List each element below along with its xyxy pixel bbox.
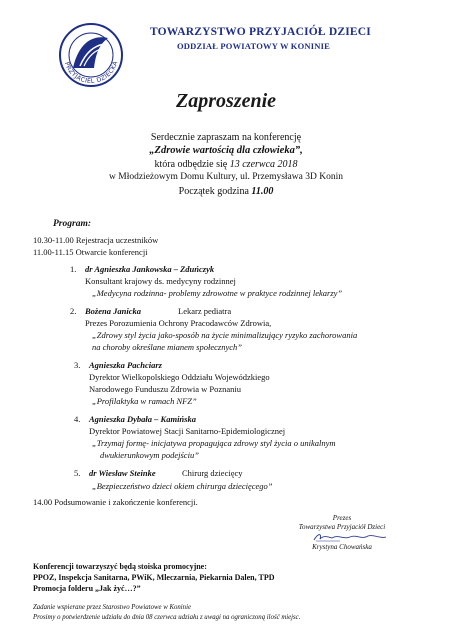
schedule-item: [33, 247, 148, 257]
closing-item: [33, 497, 198, 507]
schedule-time: 11.00-11.15: [33, 247, 74, 257]
speaker-1-role: Konsultant krajowy ds. medycyny rodzinnej: [85, 276, 236, 286]
schedule-text: Otwarcie konferencji: [75, 247, 148, 257]
speaker-4-topic-cont: dwukierunkowym podejściu”: [100, 450, 199, 460]
signature-title: Prezes: [332, 514, 352, 522]
speaker-2-role: Prezes Porozumienia Ochrony Pracodawców Zdrowia,: [85, 318, 272, 328]
stands-heading: Konferencji towarzyszyć będą stoiska promocyjne:: [33, 562, 207, 571]
speaker-3-role-cont: Narodowego Funduszu Zdrowia w Poznaniu: [89, 384, 242, 394]
speaker-4-role: Dyrektor Powiatowej Stacji Sanitarno-Epidemiologicznej: [89, 426, 286, 436]
speaker-2-topic: „Zdrowy styl życia jako-sposób na życie minimalizujący ryzyko zachorowania: [92, 330, 358, 340]
footer-support: Zadanie wspierane przez Starostwo Powiatowe w Koninie: [33, 604, 191, 611]
stands-list: PPOZ, Inspekcja Sanitarna, PWiK, Mleczarnia, Piekarnia Dalen, TPD: [33, 573, 275, 582]
speaker-3-role: Dyrektor Wielkopolskiego Oddziału Wojewódzkiego: [89, 372, 270, 382]
speaker-2-topic-cont: na choroby określane mianem społecznych”: [92, 342, 242, 352]
speaker-2-specialty: Lekarz pediatra: [178, 306, 232, 316]
program-heading: Program:: [53, 219, 91, 229]
start-time: 11.00: [251, 186, 274, 197]
speaker-1-number: 1.: [70, 264, 77, 274]
conference-date: 13 czerwca 2018: [229, 159, 298, 170]
speaker-5-name: dr Wiesław Steinke: [89, 468, 156, 478]
speaker-5-number: 5.: [74, 468, 81, 478]
handwritten-signature: [310, 530, 390, 542]
start-prefix: Początek godzina: [178, 186, 252, 197]
speaker-4-name: Agnieszka Dybała – Kamińska: [89, 414, 196, 424]
closing-time: 14.00: [33, 497, 53, 507]
page-title: Zaproszenie: [176, 90, 276, 112]
conference-title: „Zdrowie wartością dla człowieka”,: [149, 145, 303, 156]
logo-text: PRZYJACIEL DZIECKA: [62, 60, 120, 86]
speaker-5-topic: „Bezpieczeństwo dzieci okiem chirurga dziecięcego”: [92, 481, 273, 491]
schedule-item: [33, 235, 158, 245]
speaker-2-name: Bożena Janicka: [85, 306, 141, 316]
speaker-1-topic: „Medycyna rodzinna- problemy zdrowotne w praktyce rodzinnej lekarzy”: [92, 288, 343, 298]
speaker-4-number: 4.: [74, 414, 81, 424]
start-time-line: [0, 186, 452, 197]
footer-rsvp: Prosimy o potwierdzenie udziału do dnia 08 czerwca udziału z uwagi na ograniczoną ilość miejsc.: [33, 614, 301, 621]
speaker-2-number: 2.: [70, 306, 77, 316]
schedule-time: 10.30-11.00: [33, 235, 74, 245]
venue-line: w Młodzieżowym Domu Kultury, ul. Przemysława 3D Konin: [109, 172, 343, 182]
organization-branch: ODDZIAŁ POWIATOWY W KONINIE: [177, 41, 330, 51]
invitation-line-1: Serdecznie zapraszam na konferencję: [150, 132, 302, 143]
invitation-date-line: [0, 159, 452, 170]
speaker-3-number: 3.: [74, 360, 81, 370]
speaker-1-name: dr Agnieszka Jankowska – Zduńczyk: [85, 264, 215, 274]
speaker-3-topic: „Profilaktyka w ramach NFZ”: [92, 396, 197, 406]
speaker-4-topic: „Trzymaj formę- inicjatywa propagująca zdrowy styl życia o unikalnym: [92, 438, 336, 448]
speaker-3-name: Agnieszka Pachciarz: [89, 360, 162, 370]
tpd-logo: [56, 22, 126, 88]
date-prefix: która odbędzie się: [154, 159, 230, 170]
speaker-5-specialty: Chirurg dziecięcy: [182, 468, 243, 478]
signature-org: Towarzystwa Przyjaciół Dzieci: [298, 523, 386, 531]
organization-name: TOWARZYSTWO PRZYJACIÓŁ DZIECI: [150, 26, 371, 38]
signature-name: Krystyna Chowańska: [312, 543, 372, 551]
folder-promotion: Promocja folderu „Jak żyć…?”: [33, 584, 141, 593]
schedule-text: Rejestracja uczestników: [75, 235, 159, 245]
closing-text: Podsumowanie i zakończenie konferencji.: [54, 497, 198, 507]
